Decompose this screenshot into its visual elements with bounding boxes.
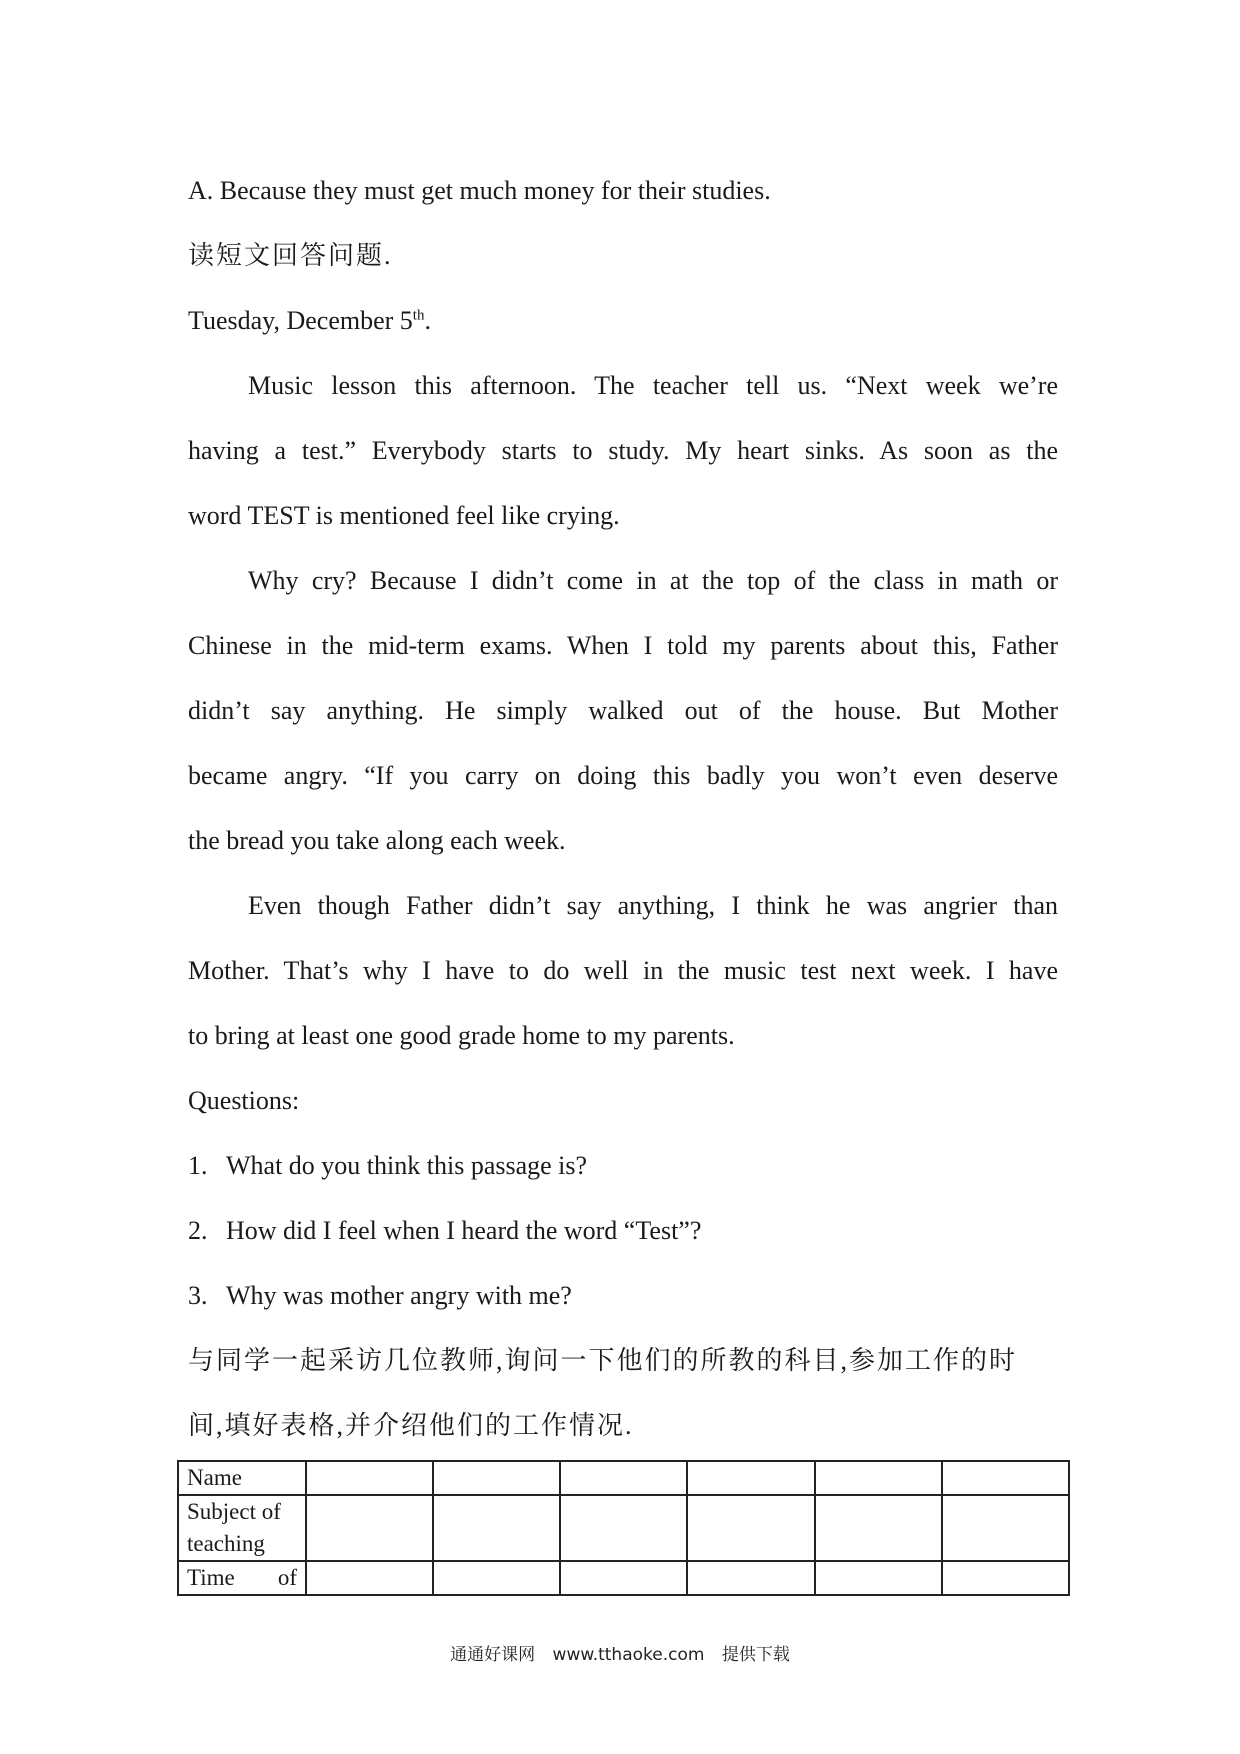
teacher-interview-table [177, 1460, 1070, 1596]
table-cell[interactable] [687, 1461, 814, 1495]
table-cell[interactable] [687, 1561, 814, 1595]
diary-date-period: . [424, 306, 431, 335]
question-text: How did I feel when I heard the word “Test”? [226, 1216, 702, 1245]
row-header-subject [178, 1495, 306, 1561]
paragraph-2-line-1: Why cry? Because I didn’t come in at the top of the class in math or [248, 566, 1058, 595]
row-header-time-word-2: of [277, 1565, 297, 1590]
paragraph-3-line-2: Mother. That’s why I have to do well in the music test next week. I have [188, 956, 1058, 985]
question-number: 2. [188, 1216, 208, 1245]
table-cell[interactable] [433, 1561, 560, 1595]
table-cell[interactable] [306, 1495, 433, 1561]
question-text: What do you think this passage is? [226, 1151, 588, 1180]
row-header-time-text [187, 1562, 297, 1594]
table-cell[interactable] [433, 1461, 560, 1495]
paragraph-2-line-5: the bread you take along each week. [188, 826, 566, 855]
table-cell[interactable] [942, 1495, 1069, 1561]
question-text: Why was mother angry with me? [226, 1281, 572, 1310]
diary-date-ordinal: th [412, 307, 425, 324]
row-header-time-word-1: Time [187, 1565, 235, 1590]
paragraph-2-line-2: Chinese in the mid-term exams. When I told my parents about this, Father [188, 631, 1058, 660]
paragraph-2-line-3: didn’t say anything. He simply walked out of the house. But Mother [188, 696, 1058, 725]
paragraph-1-line-2: having a test.” Everybody starts to study. My heart sinks. As soon as the [188, 436, 1058, 465]
table-cell[interactable] [815, 1461, 942, 1495]
table-cell[interactable] [306, 1561, 433, 1595]
question-number: 3. [188, 1281, 208, 1310]
page-footer [0, 1640, 1240, 1665]
row-header-name: Name [178, 1461, 306, 1495]
diary-date [188, 288, 1058, 353]
table-row-name [178, 1461, 1069, 1495]
footer-download-text: 提供下载 [721, 1645, 790, 1665]
table-row-subject [178, 1495, 1069, 1561]
document-body [188, 158, 1058, 1458]
table-cell[interactable] [815, 1561, 942, 1595]
interview-instruction-line-2: 间,填好表格,并介绍他们的工作情况. [188, 1411, 634, 1440]
table-cell[interactable] [687, 1495, 814, 1561]
questions-label: Questions: [188, 1086, 300, 1115]
paragraph-2-line-4: became angry. “If you carry on doing this badly you won’t even deserve [188, 761, 1058, 790]
row-header-subject-line-1: Subject of [187, 1499, 281, 1524]
paragraph-1-line-1: Music lesson this afternoon. The teacher tell us. “Next week we’re [248, 371, 1058, 400]
footer-site-name: 通通好课网 [450, 1645, 536, 1665]
row-header-time [178, 1561, 306, 1595]
table-cell[interactable] [560, 1461, 687, 1495]
row-header-subject-line-2: teaching [187, 1531, 265, 1556]
question-item [188, 1263, 1058, 1328]
paragraph-3-line-3: to bring at least one good grade home to my parents. [188, 1021, 735, 1050]
diary-date-text: Tuesday, December 5 [188, 306, 413, 335]
table-cell[interactable] [560, 1495, 687, 1561]
table-row-time [178, 1561, 1069, 1595]
table-cell[interactable] [815, 1495, 942, 1561]
table-cell[interactable] [560, 1561, 687, 1595]
answer-option-a: A. Because they must get much money for their studies. [188, 176, 771, 205]
question-item [188, 1198, 1058, 1263]
footer-url[interactable]: www.tthaoke.com [552, 1645, 705, 1665]
table-cell[interactable] [942, 1461, 1069, 1495]
question-item [188, 1133, 1058, 1198]
table-cell[interactable] [433, 1495, 560, 1561]
question-number: 1. [188, 1151, 208, 1180]
paragraph-1-line-3: word TEST is mentioned feel like crying. [188, 501, 620, 530]
paragraph-3-line-1: Even though Father didn’t say anything, I think he was angrier than [248, 891, 1058, 920]
interview-instruction-line-1: 与同学一起采访几位教师,询问一下他们的所教的科目,参加工作的时 [188, 1346, 1018, 1375]
table-cell[interactable] [306, 1461, 433, 1495]
table-cell[interactable] [942, 1561, 1069, 1595]
reading-instruction: 读短文回答问题. [188, 241, 393, 270]
